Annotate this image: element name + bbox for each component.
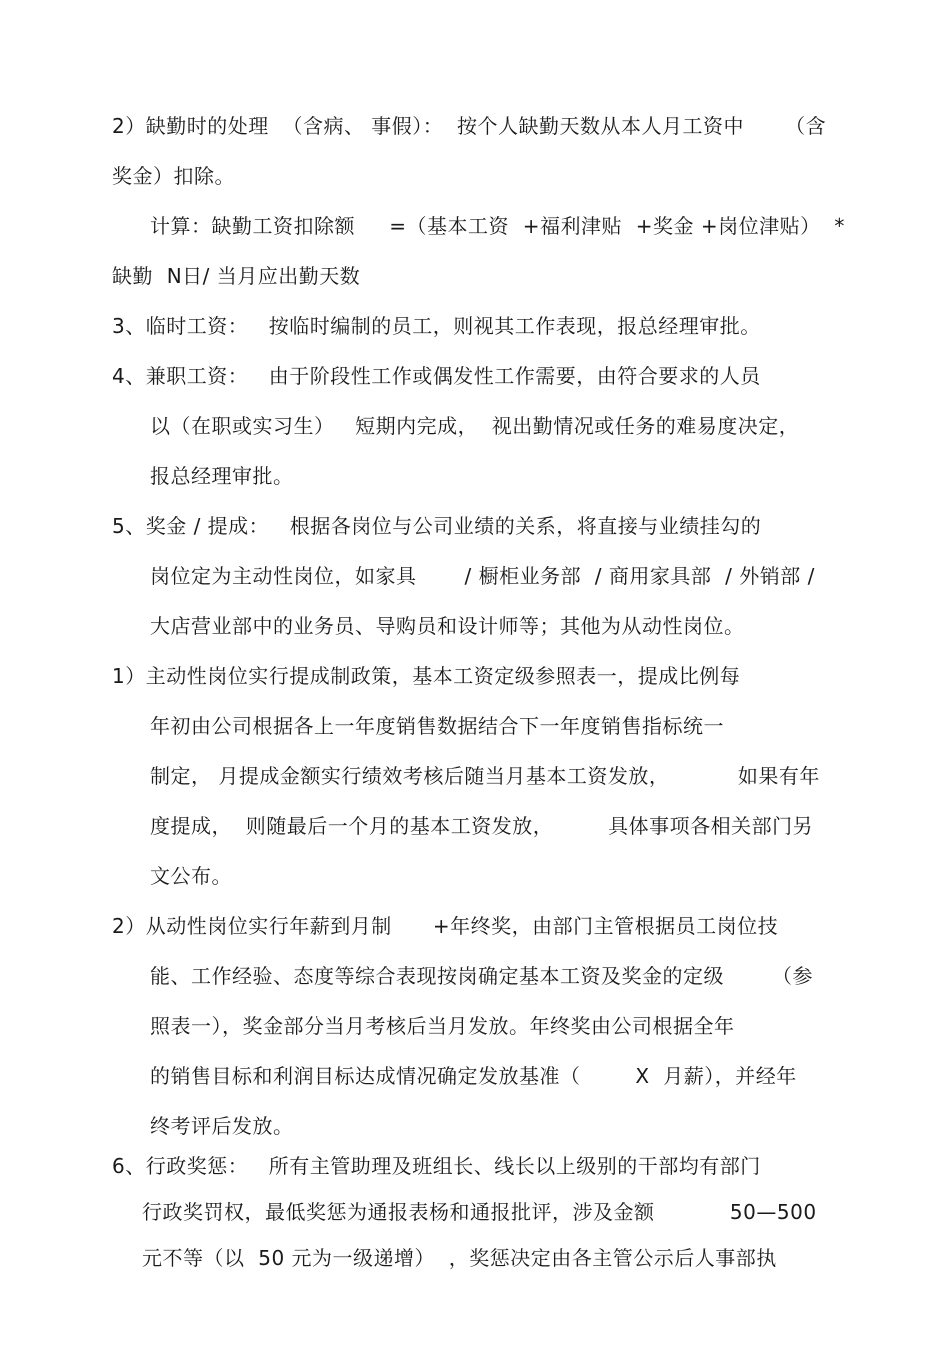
text-line: 2）从动性岗位实行年薪到月制 +年终奖，由部门主管根据员工岗位技 bbox=[112, 914, 779, 938]
text-line: 行政奖罚权，最低奖惩为通报表杨和通报批评，涉及金额 50—500 bbox=[142, 1200, 817, 1224]
text-line: 计算：缺勤工资扣除额 =（基本工资 +福利津贴 +奖金 +岗位津贴） * bbox=[150, 214, 845, 238]
text-line: 3、临时工资： 按临时编制的员工，则视其工作表现，报总经理审批。 bbox=[112, 314, 761, 338]
text-line: 奖金）扣除。 bbox=[112, 164, 235, 188]
text-line: 年初由公司根据各上一年度销售数据结合下一年度销售指标统一 bbox=[150, 714, 724, 738]
text-line: 制定， 月提成金额实行绩效考核后随当月基本工资发放， 如果有年 bbox=[150, 764, 820, 788]
text-line: 6、行政奖惩： 所有主管助理及班组长、线长以上级别的干部均有部门 bbox=[112, 1154, 761, 1178]
text-line: 报总经理审批。 bbox=[150, 464, 294, 488]
text-line: 1）主动性岗位实行提成制政策，基本工资定级参照表一，提成比例每 bbox=[112, 664, 741, 688]
text-line: 的销售目标和利润目标达成情况确定发放基准（ X 月薪），并经年 bbox=[150, 1064, 797, 1088]
text-line: 度提成， 则随最后一个月的基本工资发放， 具体事项各相关部门另 bbox=[150, 814, 814, 838]
text-line: 元不等（以 50 元为一级递增） ，奖惩决定由各主管公示后人事部执 bbox=[142, 1246, 777, 1270]
text-line: 大店营业部中的业务员、导购员和设计师等；其他为从动性岗位。 bbox=[150, 614, 745, 638]
text-line: 岗位定为主动性岗位，如家具 / 橱柜业务部 / 商用家具部 / 外销部 / bbox=[150, 564, 815, 588]
text-line: 照表一），奖金部分当月考核后当月发放。年终奖由公司根据全年 bbox=[150, 1014, 735, 1038]
text-line: 5、奖金 / 提成： 根据各岗位与公司业绩的关系，将直接与业绩挂勾的 bbox=[112, 514, 762, 538]
text-line: 终考评后发放。 bbox=[150, 1114, 294, 1138]
text-line: 4、兼职工资： 由于阶段性工作或偶发性工作需要，由符合要求的人员 bbox=[112, 364, 761, 388]
text-line: 能、工作经验、态度等综合表现按岗确定基本工资及奖金的定级 （参 bbox=[150, 964, 814, 988]
text-line: 缺勤 N日/ 当月应出勤天数 bbox=[112, 264, 361, 288]
text-line: 2）缺勤时的处理 （含病、 事假）： 按个人缺勤天数从本人月工资中 （含 bbox=[112, 114, 827, 138]
text-line: 文公布。 bbox=[150, 864, 232, 888]
text-line: 以（在职或实习生） 短期内完成， 视出勤情况或任务的难易度决定， bbox=[150, 414, 800, 438]
